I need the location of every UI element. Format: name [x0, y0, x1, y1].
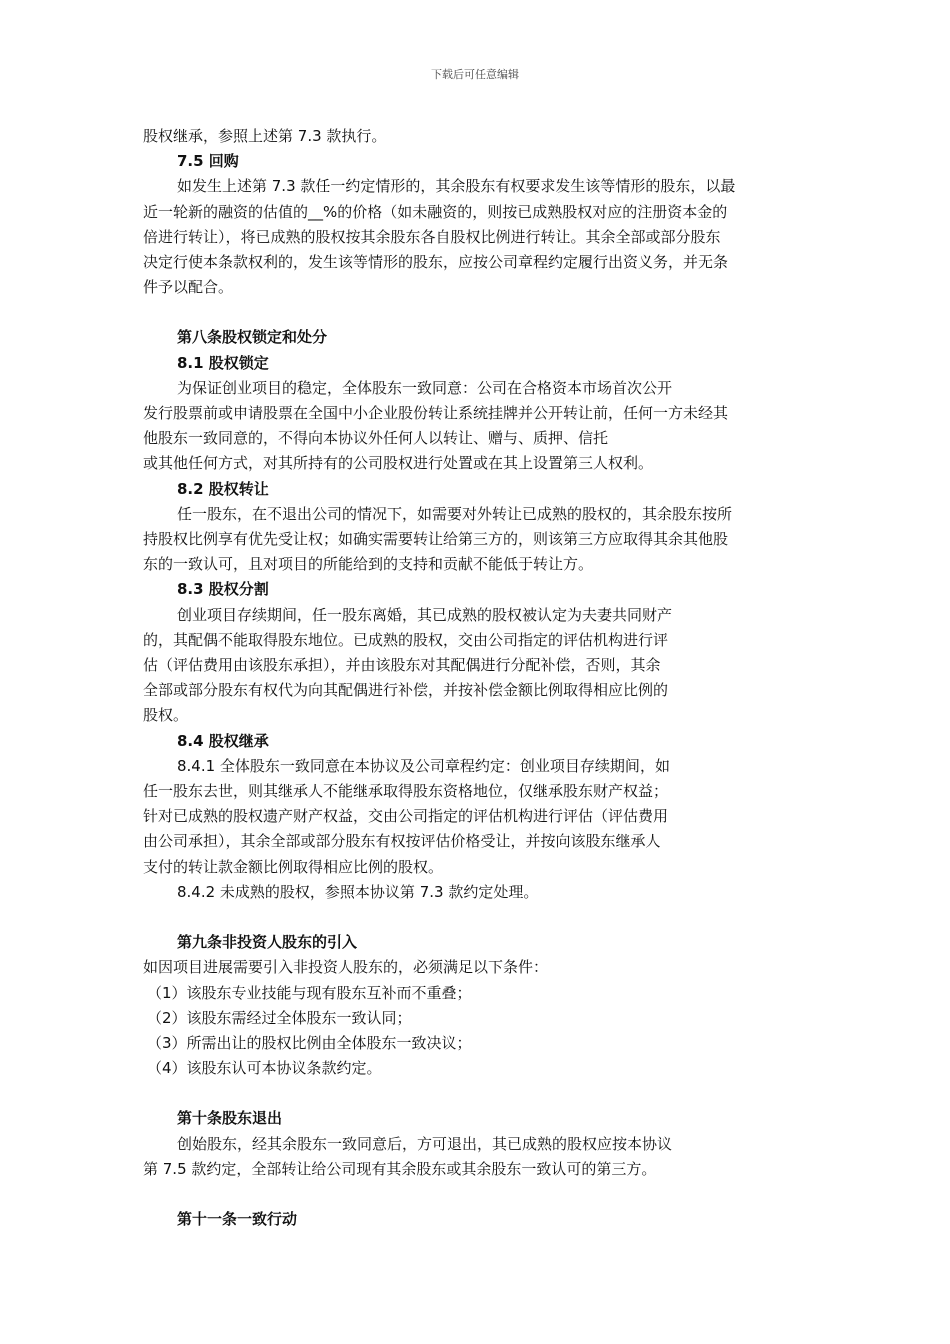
article-title: 第八条股权锁定和处分	[177, 328, 328, 347]
paragraph-line: 任一股东去世，则其继承人不能继承取得股东资格地位，仅继承股东财产权益；	[143, 782, 669, 801]
paragraph-line: 为保证创业项目的稳定，全体股东一致同意：公司在合格资本市场首次公开	[177, 378, 673, 397]
section-title: 8.3 股权分割	[177, 580, 269, 599]
paragraph-line: 创业项目存续期间，任一股东离婚，其已成熟的股权被认定为夫妻共同财产	[177, 605, 673, 624]
paragraph-line: 发行股票前或申请股票在全国中小企业股份转让系统挂牌并公开转让前，任何一方未经其	[143, 404, 729, 423]
paragraph-line: 支付的转让款金额比例取得相应比例的股权。	[143, 857, 444, 876]
paragraph-line: 的，其配偶不能取得股东地位。已成熟的股权，交由公司指定的评估机构进行评	[143, 630, 669, 649]
paragraph-line: 由公司承担），其余全部或部分股东有权按评估价格受让，并按向该股东继承人	[143, 832, 661, 851]
list-item: （1）该股东专业技能与现有股东互补而不重叠；	[147, 983, 472, 1002]
paragraph-line: 决定行使本条款权利的，发生该等情形的股东，应按公司章程约定履行出资义务，并无条	[143, 253, 729, 272]
paragraph-line: 股权。	[143, 706, 189, 725]
spacer	[143, 300, 813, 325]
paragraph-line: 估（评估费用由该股东承担），并由该股东对其配偶进行分配补偿，否则，其余	[143, 656, 661, 675]
paragraph-line: 倍进行转让），将已成熟的股权按其余股东各自股权比例进行转让。其余全部或部分股东	[143, 227, 721, 246]
paragraph-line: 如发生上述第 7.3 款任一约定情形的，其余股东有权要求发生该等情形的股东，以最	[177, 177, 736, 196]
section-title: 8.1 股权锁定	[177, 353, 269, 372]
paragraph-line: 或其他任何方式，对其所持有的公司股权进行处置或在其上设置第三人权利。	[143, 454, 654, 473]
paragraph-line: 8.4.1 全体股东一致同意在本协议及公司章程约定：创业项目存续期间，如	[177, 756, 670, 775]
paragraph-line: 持股权比例享有优先受让权；如确实需要转让给第三方的，则该第三方应取得其余其他股	[143, 530, 729, 549]
paragraph-line: 任一股东，在不退出公司的情况下，如需要对外转让已成熟的股权的，其余股东按所	[177, 504, 733, 523]
spacer	[143, 1081, 813, 1106]
section-title: 8.4 股权继承	[177, 731, 269, 750]
paragraph-line: 他股东一致同意的，不得向本协议外任何人以转让、赠与、质押、信托	[143, 429, 609, 448]
article-title: 第十条股东退出	[177, 1109, 283, 1128]
section-title: 7.5 回购	[177, 152, 239, 171]
list-item: （2）该股东需经过全体股东一致认同；	[147, 1008, 412, 1027]
paragraph-line: 如因项目进展需要引入非投资人股东的，必须满足以下条件：	[143, 958, 549, 977]
list-item: （3）所需出让的股权比例由全体股东一致决议；	[147, 1033, 472, 1052]
section-title: 8.2 股权转让	[177, 479, 269, 498]
paragraph-line: 针对已成熟的股权遗产财产权益，交由公司指定的评估机构进行评估（评估费用	[143, 807, 669, 826]
spacer	[143, 905, 813, 930]
paragraph-line: 东的一致认可，且对项目的所能给到的支持和贡献不能低于转让方。	[143, 555, 594, 574]
paragraph-line: 8.4.2 未成熟的股权，参照本协议第 7.3 款约定处理。	[177, 882, 539, 901]
page-header: 下载后可任意编辑	[431, 68, 519, 81]
paragraph-line: 第 7.5 款约定，全部转让给公司现有其余股东或其余股东一致认可的第三方。	[143, 1159, 657, 1178]
list-item: （4）该股东认可本协议条款约定。	[147, 1059, 382, 1078]
document-body	[143, 124, 813, 1232]
paragraph-line: 股权继承，参照上述第 7.3 款执行。	[143, 127, 387, 145]
article-title: 第九条非投资人股东的引入	[177, 933, 358, 952]
paragraph-line: 件予以配合。	[143, 278, 234, 297]
article-title: 第十一条一致行动	[177, 1209, 298, 1228]
paragraph-line: 全部或部分股东有权代为向其配偶进行补偿，并按补偿金额比例取得相应比例的	[143, 681, 669, 700]
paragraph-line: 近一轮新的融资的估值的__%的价格（如未融资的，则按已成熟股权对应的注册资本金的	[143, 202, 728, 221]
spacer	[143, 1182, 813, 1207]
paragraph-line: 创始股东，经其余股东一致同意后，方可退出，其已成熟的股权应按本协议	[177, 1134, 673, 1153]
